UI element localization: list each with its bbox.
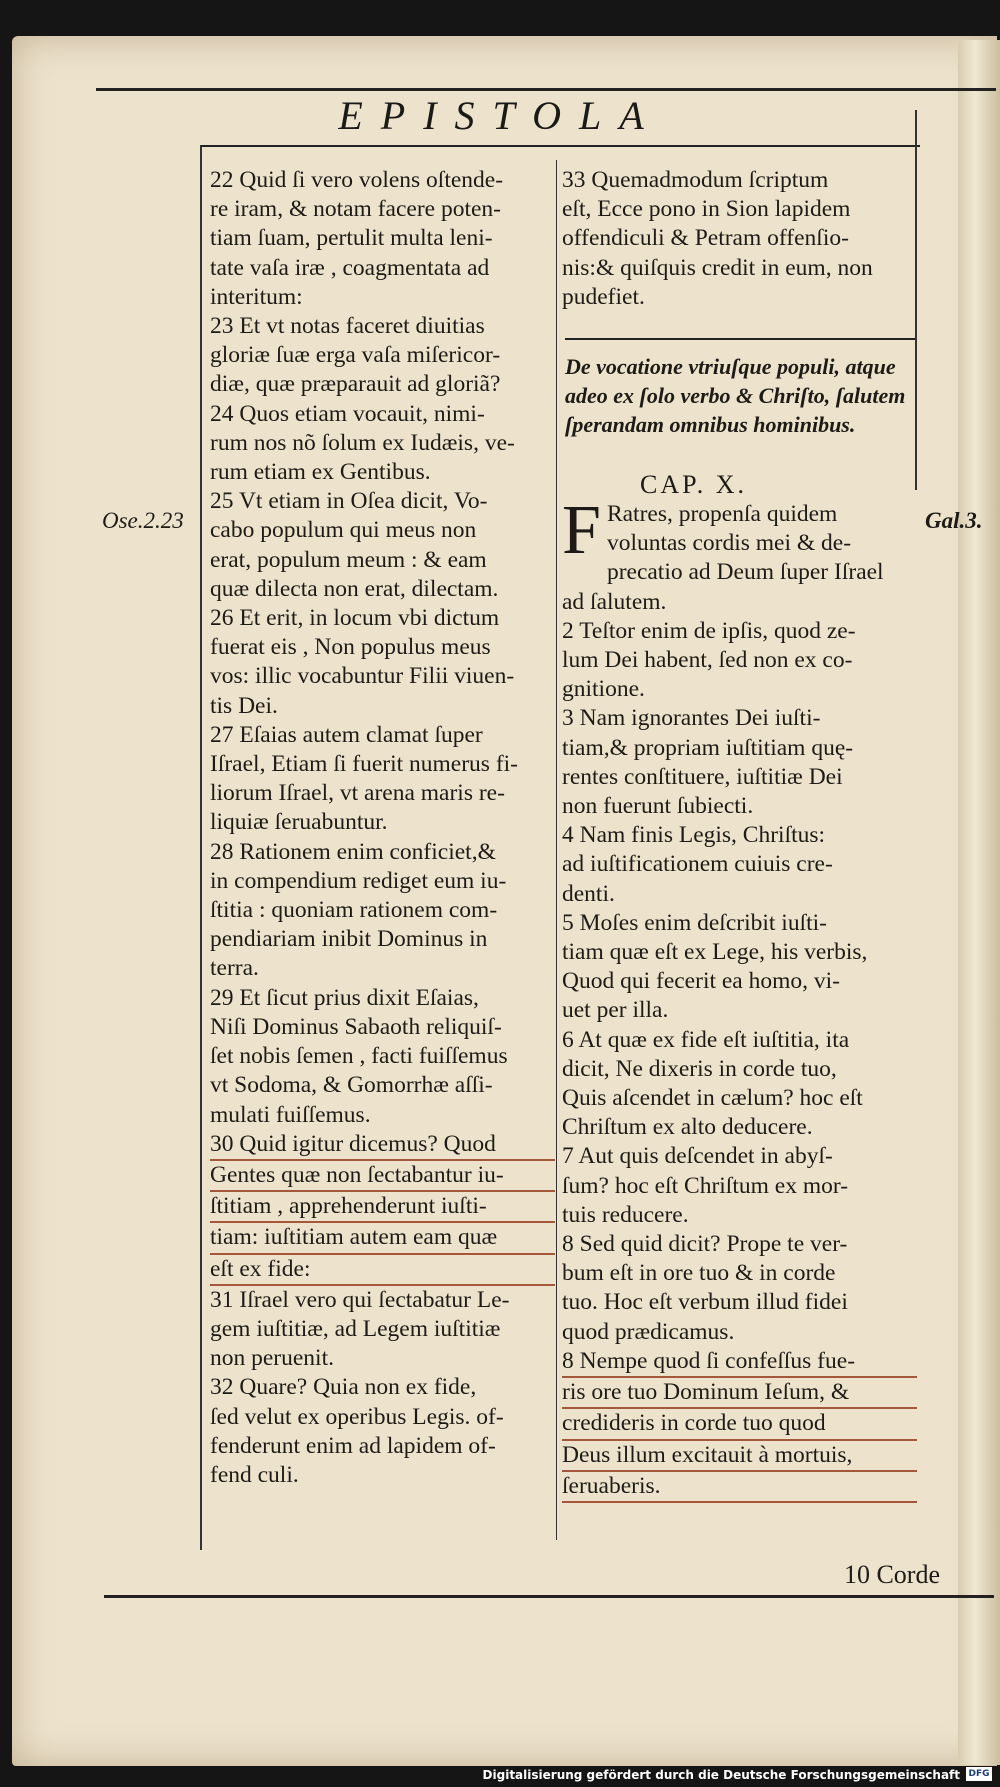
right-column-top-line: pudefiet. bbox=[562, 283, 645, 310]
left-column-line: terra. bbox=[210, 955, 259, 982]
right-column-top-line: eſt, Ecce pono in Sion lapidem bbox=[562, 196, 851, 223]
right-column-line: tuo. Hoc eſt verbum illud fidei bbox=[562, 1289, 848, 1316]
right-column-line: ſeruaberis. bbox=[562, 1472, 917, 1503]
right-column-line: denti. bbox=[562, 880, 615, 907]
left-column-line: gloriæ ſuæ erga vaſa miſericor- bbox=[210, 342, 501, 369]
right-column-line: 8 Nempe quod ſi confeſſus fue- bbox=[562, 1347, 917, 1378]
running-head: EPISTOLA bbox=[338, 93, 662, 138]
left-column-line: diæ, quæ præparauit ad gloriã? bbox=[210, 371, 501, 398]
left-column-line: vos: illic vocabuntur Filii viuen- bbox=[210, 663, 515, 690]
right-column-line: Quis aſcendet in cælum? hoc eſt bbox=[562, 1085, 863, 1112]
left-column-line: erat, populum meum : & eam bbox=[210, 546, 487, 573]
chapter-label: CAP. X. bbox=[640, 470, 747, 499]
left-column-line: 25 Vt etiam in Oſea dicit, Vo- bbox=[210, 488, 488, 515]
right-column-line: 2 Teſtor enim de ipſis, quod ze- bbox=[562, 617, 856, 644]
left-column-line: quæ dilecta non erat, dilectam. bbox=[210, 575, 499, 602]
right-column-line: uet per illa. bbox=[562, 997, 669, 1024]
right-column-line: Ratres, propenſa quidem bbox=[606, 501, 838, 527]
left-column-line: 26 Et erit, in locum vbi dictum bbox=[210, 605, 500, 632]
left-column-line: 28 Rationem enim conficiet,& bbox=[210, 838, 496, 865]
left-column-line: gem iuſtitiæ, ad Legem iuſtitiæ bbox=[210, 1315, 501, 1342]
left-column-line: ſet nobis ſemen , facti fuiſſemus bbox=[210, 1043, 508, 1070]
right-column-line: lum Dei habent, ſed non ex co- bbox=[562, 647, 853, 674]
right-column-line: 7 Aut quis deſcendet in abyſ- bbox=[562, 1143, 833, 1170]
right-column-line: ad ſalutem. bbox=[562, 588, 667, 615]
right-column-top-line: nis:& quiſquis credit in eum, non bbox=[562, 254, 873, 281]
left-column-line: Iſrael, Etiam ſi fuerit numerus fi- bbox=[210, 751, 519, 778]
right-column-line: non fuerunt ſubiecti. bbox=[562, 793, 754, 820]
right-column-top-line: offendiculi & Petram offenſio- bbox=[562, 225, 849, 252]
right-column-line: ad iuſtificationem cuiuis cre- bbox=[562, 851, 833, 878]
right-column-line: credideris in corde tuo quod bbox=[562, 1409, 917, 1440]
left-column-line: Niſi Dominus Sabaoth reliquiſ- bbox=[210, 1013, 502, 1040]
left-column-line: non peruenit. bbox=[210, 1345, 334, 1372]
right-column-line: 6 At quæ ex fide eſt iuſtitia, ita bbox=[562, 1026, 850, 1053]
right-column bbox=[562, 492, 917, 1503]
left-column-line: 31 Iſrael vero qui ſectabatur Le- bbox=[210, 1286, 510, 1313]
left-column-line: 24 Quos etiam vocauit, nimi- bbox=[210, 400, 485, 427]
left-column-line: ſed velut ex operibus Legis. of- bbox=[210, 1403, 504, 1430]
left-column-line: ſtitiam , apprehenderunt iuſti- bbox=[210, 1192, 555, 1223]
left-column-line: fend culi. bbox=[210, 1461, 299, 1488]
left-rule bbox=[200, 145, 202, 1550]
left-column-line: in compendium rediget eum iu- bbox=[210, 867, 507, 894]
right-column-line: gnitione. bbox=[562, 676, 645, 703]
left-column-line: 32 Quare? Quia non ex fide, bbox=[210, 1374, 477, 1401]
left-column bbox=[210, 166, 555, 1490]
footer-bar bbox=[0, 1763, 1000, 1787]
left-column-line: cabo populum qui meus non bbox=[210, 517, 477, 544]
right-column-line: tiam,& propriam iuſtitiam quę- bbox=[562, 734, 854, 761]
left-column-line: rum etiam ex Gentibus. bbox=[210, 459, 431, 486]
left-column-line: rum nos nõ ſolum ex Iudæis, ve- bbox=[210, 429, 515, 456]
left-column-line: 22 Quid ſi vero volens oſtende- bbox=[210, 167, 504, 193]
column-divider bbox=[556, 160, 557, 1540]
left-column-line: re iram, & notam facere poten- bbox=[210, 196, 501, 223]
left-column-line: Gentes quæ non ſectabantur iu- bbox=[210, 1161, 555, 1192]
right-column-line: Chriſtum ex alto deducere. bbox=[562, 1114, 813, 1141]
right-column-line: rentes conſtituere, iuſtitiæ Dei bbox=[562, 763, 843, 790]
left-column-line: 30 Quid igitur dicemus? Quod bbox=[210, 1130, 555, 1161]
right-column-line: 3 Nam ignorantes Dei iuſti- bbox=[562, 705, 821, 732]
margin-note-left: Ose.2.23 bbox=[102, 508, 184, 533]
right-column-line: voluntas cordis mei & de- bbox=[606, 530, 852, 557]
left-column-line: 29 Et ſicut prius dixit Eſaias, bbox=[210, 984, 479, 1011]
left-column-line: fenderunt enim ad lapidem of- bbox=[210, 1432, 496, 1459]
margin-note-right: Gal.3. bbox=[925, 508, 983, 533]
right-column-line: 4 Nam finis Legis, Chriſtus: bbox=[562, 822, 826, 849]
dfg-logo: DFG bbox=[966, 1767, 992, 1781]
right-column-line: ſum? hoc eſt Chriſtum ex mor- bbox=[562, 1172, 849, 1199]
right-column-line: dicit, Ne dixeris in corde tuo, bbox=[562, 1055, 837, 1082]
top-rule bbox=[96, 88, 996, 91]
left-column-line: tiam: iuſtitiam autem eam quæ bbox=[210, 1223, 555, 1254]
drop-capital: F bbox=[562, 492, 601, 569]
left-column-line: liquiæ ſeruabuntur. bbox=[210, 809, 388, 836]
left-column-line: interitum: bbox=[210, 283, 303, 310]
page-edge bbox=[958, 40, 1000, 1765]
left-column-line: vt Sodoma, & Gomorrhæ aſſi- bbox=[210, 1072, 493, 1099]
right-column-line: tiam quæ eſt ex Lege, his verbis, bbox=[562, 939, 868, 966]
left-column-line: tiam ſuam, pertulit multa leni- bbox=[210, 225, 493, 252]
left-column-line: liorum Iſrael, vt arena maris re- bbox=[210, 780, 505, 807]
right-column-top-line: 33 Quemadmodum ſcriptum bbox=[562, 167, 829, 193]
right-column-line: bum eſt in ore tuo & in corde bbox=[562, 1260, 836, 1287]
right-column-line: quod prædicamus. bbox=[562, 1318, 735, 1345]
section-rule bbox=[565, 338, 915, 340]
left-column-line: mulati fuiſſemus. bbox=[210, 1101, 371, 1128]
chapter-summary: De vocatione vtriuſque populi, atque adeo ex ſolo verbo & Chriſto, ſalutem ſperandam omnibus hominibus. bbox=[565, 354, 906, 437]
right-column-line: Deus illum excitauit à mortuis, bbox=[562, 1441, 917, 1472]
bottom-rule bbox=[104, 1595, 994, 1598]
left-column-line: ſtitia : quoniam rationem com- bbox=[210, 897, 498, 924]
left-column-line: 23 Et vt notas faceret diuitias bbox=[210, 313, 485, 340]
footer-credit: Digitalisierung gefördert durch die Deutsche Forschungsgemeinschaft bbox=[482, 1768, 960, 1782]
catchword: 10 Corde bbox=[843, 1560, 940, 1589]
left-column-line: eſt ex fide: bbox=[210, 1255, 555, 1286]
right-column-line: 8 Sed quid dicit? Prope te ver- bbox=[562, 1231, 848, 1258]
left-column-line: pendiariam inibit Dominus in bbox=[210, 926, 488, 953]
right-column-line: ris ore tuo Dominum Ieſum, & bbox=[562, 1378, 917, 1409]
left-column-line: tis Dei. bbox=[210, 692, 278, 719]
right-column-line: Quod qui fecerit ea homo, vi- bbox=[562, 968, 840, 995]
right-column-line: tuis reducere. bbox=[562, 1201, 689, 1228]
right-column-line: precatio ad Deum ſuper Iſrael bbox=[606, 559, 884, 586]
left-column-line: fuerat eis , Non populus meus bbox=[210, 634, 491, 661]
left-column-line: tate vaſa iræ , coagmentata ad bbox=[210, 254, 490, 281]
right-column-line: 5 Moſes enim deſcribit iuſti- bbox=[562, 909, 827, 936]
right-column-top bbox=[562, 166, 917, 312]
left-column-line: 27 Eſaias autem clamat ſuper bbox=[210, 721, 483, 748]
head-rule bbox=[200, 145, 920, 147]
